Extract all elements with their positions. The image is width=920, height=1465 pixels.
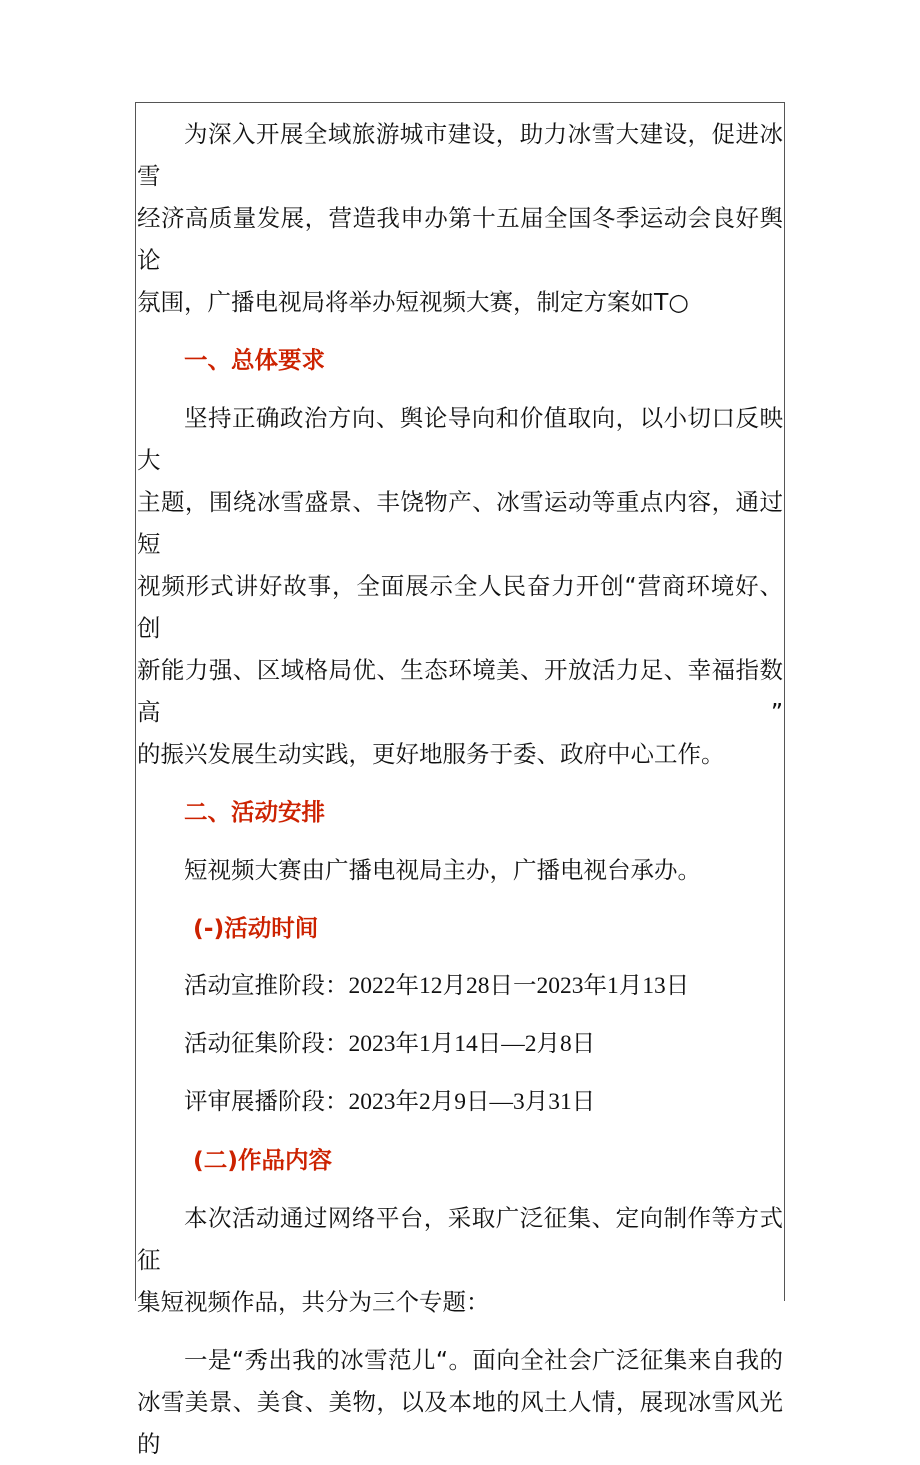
section1-line: 坚持正确政治方向、舆论导向和价值取向，以小切口反映大 [137, 404, 783, 474]
topic1-line: 一是“秀出我的冰雪范儿“。面向全社会广泛征集来自我的 [184, 1346, 783, 1374]
section2-intro: 短视频大赛由广播电视局主办，广播电视台承办。 [184, 856, 701, 884]
document-body [137, 113, 783, 1465]
schedule-line: 活动宣推阶段：2022年12月28日一2023年1月13日 [184, 973, 690, 999]
subheading-activity-time: (-)活动时间 [193, 914, 319, 942]
section-heading-activity-arrangement: 二、活动安排 [184, 798, 325, 826]
section-heading-general-requirements: 一、总体要求 [184, 346, 325, 374]
subheading-work-content: (二)作品内容 [193, 1146, 332, 1174]
topic1-line: 冰雪美景、美食、美物，以及本地的风土人情，展现冰雪风光的 [137, 1388, 783, 1458]
section1-line: 主题，围绕冰雪盛景、丰饶物产、冰雪运动等重点内容，通过短 [137, 488, 783, 558]
intro-line: 为深入开展全域旅游城市建设，助力冰雪大建设，促进冰雪 [137, 120, 783, 190]
intro-line: 氛围，广播电视局将举办短视频大赛，制定方案如T○ [137, 288, 689, 316]
sub2-line: 集短视频作品，共分为三个专题： [137, 1288, 490, 1316]
section1-line: 视频形式讲好故事，全面展示全人民奋力开创“营商环境好、创 [137, 572, 783, 642]
schedule-line: 活动征集阶段：2023年1月14日—2月8日 [184, 1031, 596, 1057]
section1-line: 的振兴发展生动实践，更好地服务于委、政府中心工作。 [137, 740, 725, 768]
section1-line: 新能力强、区域格局优、生态环境美、开放活力足、幸福指数高” [137, 656, 783, 726]
sub2-line: 本次活动通过网络平台，采取广泛征集、定向制作等方式征 [137, 1204, 783, 1274]
schedule-line: 评审展播阶段：2023年2月9日—3月31日 [184, 1089, 596, 1115]
intro-line: 经济高质量发展，营造我申办第十五届全国冬季运动会良好舆论 [137, 204, 783, 274]
